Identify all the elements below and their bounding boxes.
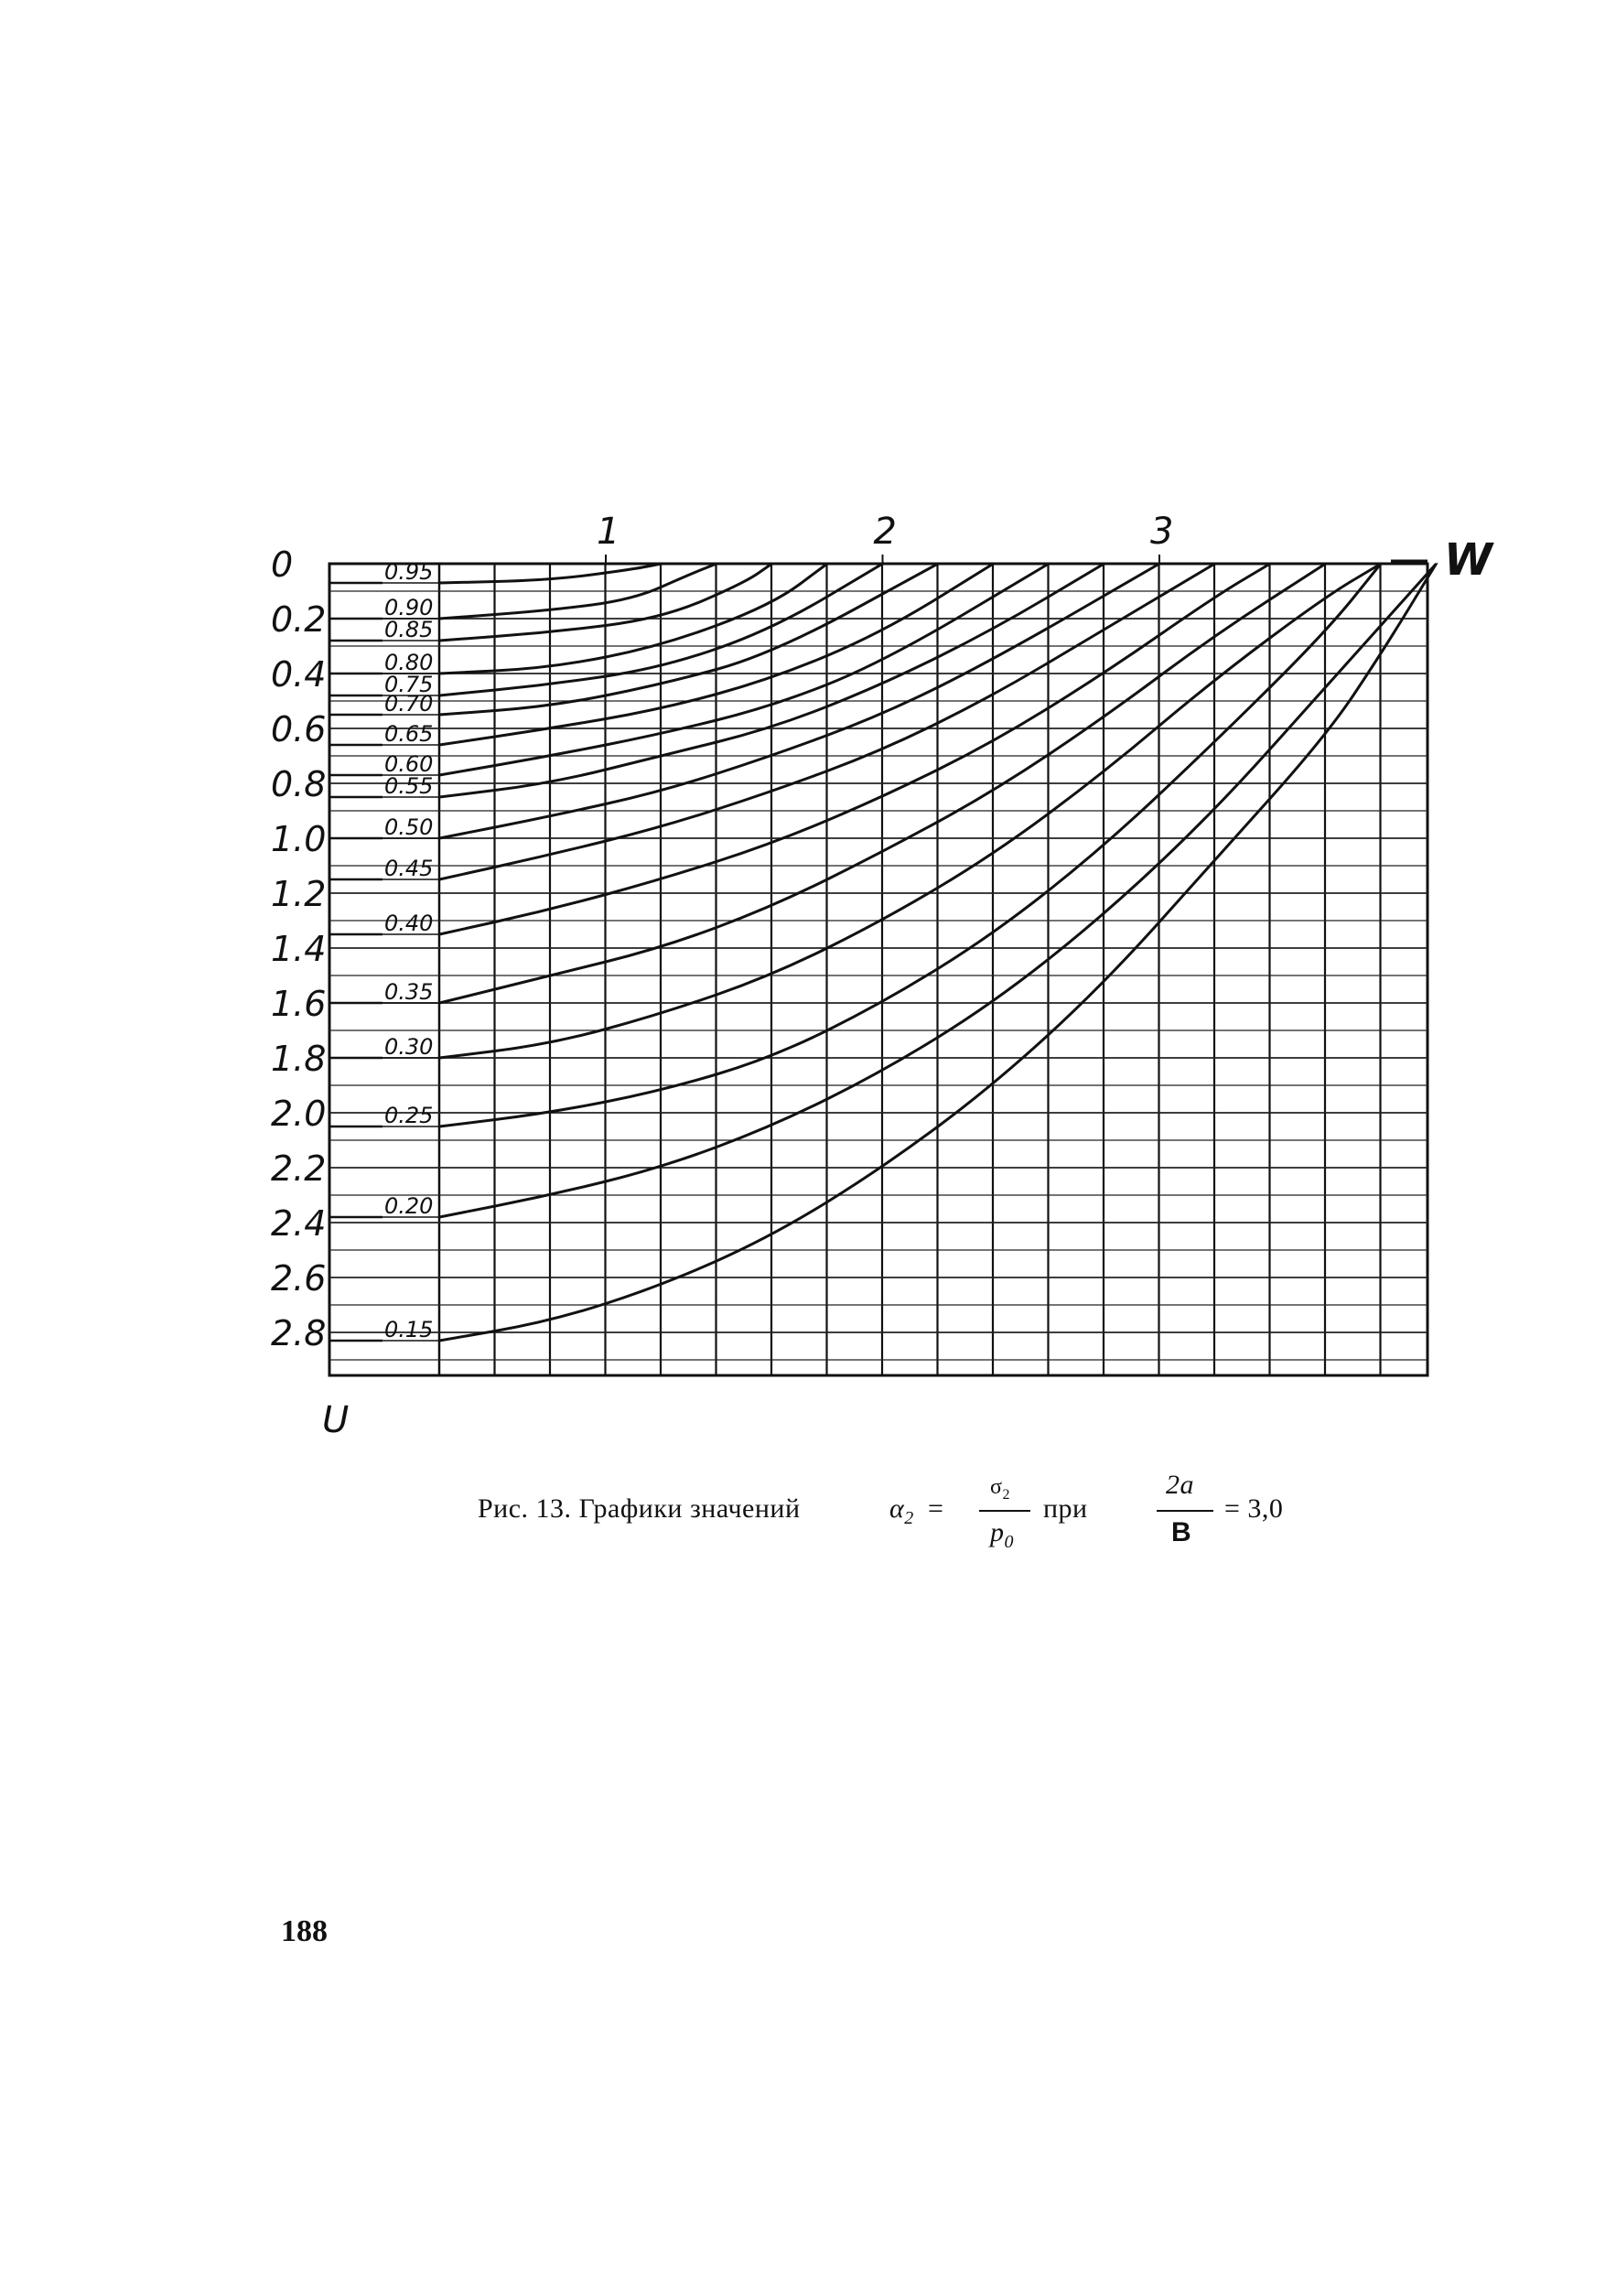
curve-label: 0.85 <box>384 617 434 642</box>
y-axis-label: U <box>322 1399 350 1441</box>
y-tick-label: 2.2 <box>271 1148 327 1189</box>
curve-0-25 <box>439 564 1381 1126</box>
caption-equals-1: = <box>928 1493 944 1524</box>
curve-label: 0.15 <box>384 1317 434 1342</box>
y-tick-label: 1.6 <box>271 984 327 1024</box>
fraction-1-denominator: $p_0$ <box>990 1517 1014 1552</box>
curve-label: 0.70 <box>384 691 434 717</box>
curve-label: 0.65 <box>384 721 434 747</box>
y-tick-label: 2.8 <box>271 1313 327 1353</box>
y-tick-label: 0.6 <box>271 709 327 749</box>
curve-label: 0.80 <box>384 650 434 675</box>
y-tick-label: 1.8 <box>271 1039 327 1079</box>
caption-variable: $\alpha_2$ <box>889 1493 914 1528</box>
curve-label: 0.35 <box>384 979 434 1005</box>
caption-at-word: при <box>1043 1493 1088 1524</box>
curve-label: 0.75 <box>384 672 434 697</box>
curve-label: 0.90 <box>384 595 434 620</box>
y-tick-label: 2.6 <box>271 1258 327 1299</box>
x-axis-label: W <box>1444 534 1492 586</box>
y-tick-label: 1.2 <box>271 874 327 914</box>
curve-label: 0.60 <box>384 751 434 777</box>
fraction-2-numerator: 2a <box>1166 1470 1194 1500</box>
y-tick-label: 1.4 <box>271 929 327 969</box>
curve-label: 0.55 <box>384 773 434 799</box>
x-tick-label: 2 <box>873 511 897 553</box>
y-tick-label: 0.4 <box>271 654 327 695</box>
curve-label: 0.25 <box>384 1103 434 1128</box>
figure-caption <box>478 1470 1301 1576</box>
curve-label: 0.95 <box>384 559 434 585</box>
curve-label: 0.40 <box>384 911 434 936</box>
curve-label: 0.50 <box>384 814 434 840</box>
y-tick-label: 0.8 <box>271 764 327 804</box>
page-number: 188 <box>281 1914 328 1948</box>
y-tick-label: 2.0 <box>271 1094 327 1134</box>
curve-label: 0.20 <box>384 1193 434 1219</box>
fraction-1-numerator: $\sigma_2$ <box>990 1475 1010 1503</box>
y-tick-label: 0 <box>271 544 294 585</box>
x-tick-label: 1 <box>597 511 620 553</box>
y-tick-label: 2.4 <box>271 1203 327 1244</box>
curve-label: 0.45 <box>384 856 434 881</box>
y-tick-label: 0.2 <box>271 599 327 640</box>
fraction-2-bar <box>1157 1510 1213 1512</box>
curve-label: 0.30 <box>384 1034 434 1060</box>
fraction-1-bar <box>979 1510 1030 1512</box>
caption-equals-value: = 3,0 <box>1224 1493 1284 1524</box>
caption-prefix: Рис. 13. Графики значений <box>478 1493 801 1524</box>
x-tick-label: 3 <box>1150 511 1174 553</box>
fraction-2-denominator: B <box>1171 1517 1192 1547</box>
y-tick-label: 1.0 <box>271 819 327 859</box>
